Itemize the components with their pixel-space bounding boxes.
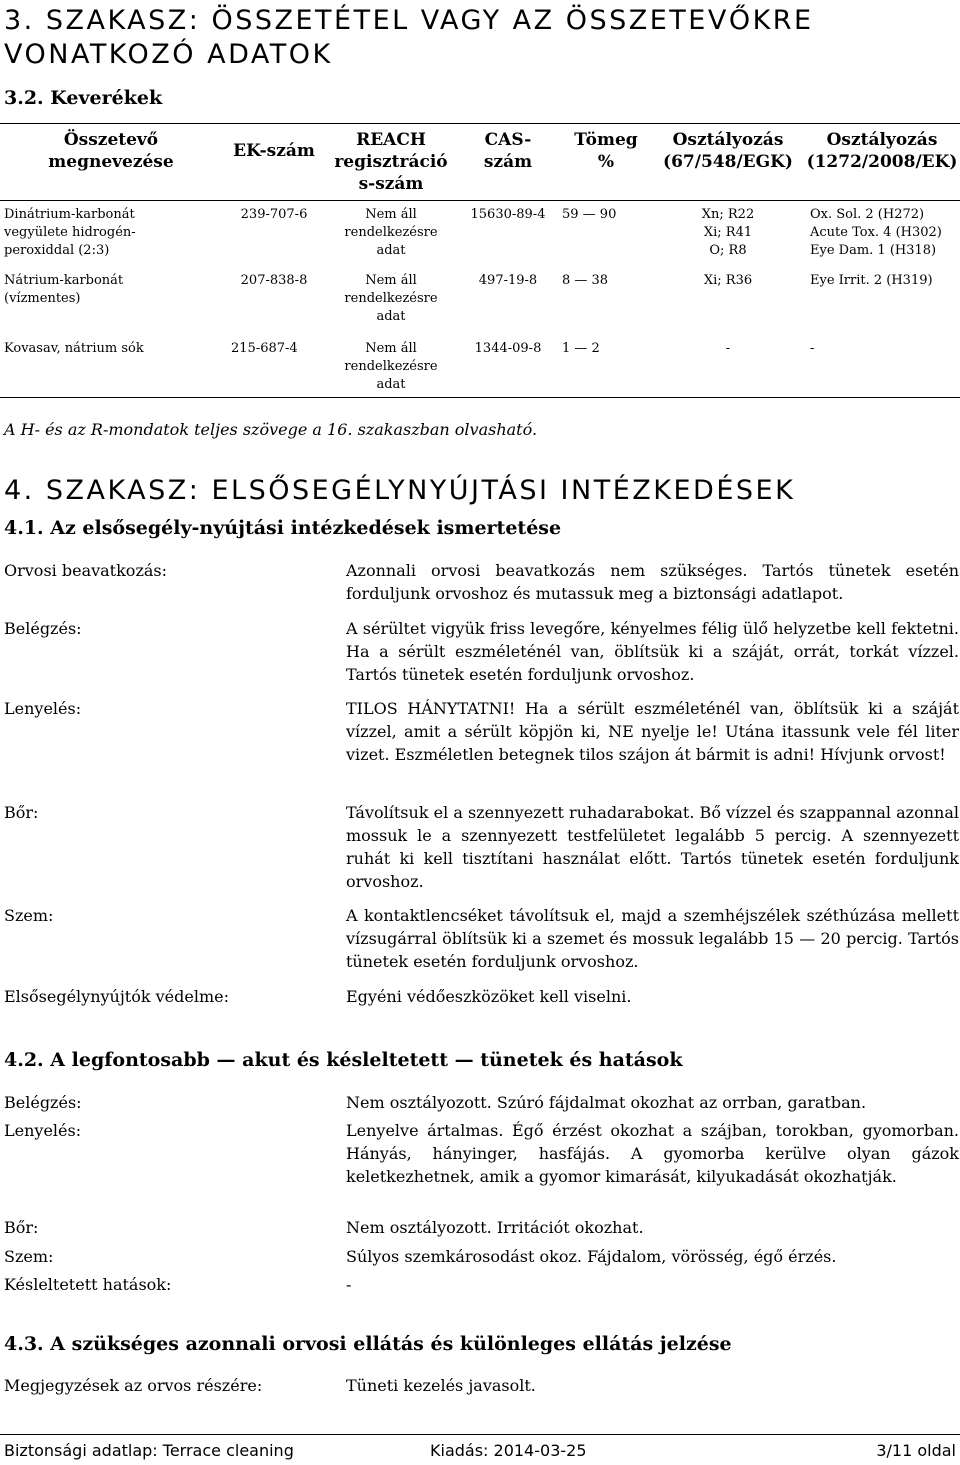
footer-page-number: 3/11 oldal (876, 1441, 956, 1460)
item-label: Lenyelés: (4, 699, 82, 718)
item-label: Bőr: (4, 803, 39, 822)
cell-class-1272-2008: Eye Irrit. 2 (H319) (810, 273, 933, 288)
cell-class-67-548: - (652, 336, 804, 398)
item-text: - (346, 1275, 352, 1294)
cell-name: Kovasav, nátrium sók (4, 341, 144, 356)
table-row (0, 201, 960, 269)
header-ek: EK-szám (222, 124, 326, 201)
section-4-heading: 4. SZAKASZ: ELSŐSEGÉLYNYÚJTÁSI INTÉZKEDÉSEK (4, 475, 796, 506)
section-4-2-heading: 4.2. A legfontosabb — akut és késleltetett — tünetek és hatások (4, 1049, 683, 1071)
header-cas: CAS- szám (456, 124, 560, 201)
item-label: Szem: (4, 906, 54, 925)
cell-mass: 1 — 2 (560, 336, 652, 398)
section-3-heading-line-1: 3. SZAKASZ: ÖSSZETÉTEL VAGY AZ ÖSSZETEVŐKRE (4, 5, 814, 36)
table-row (0, 336, 960, 398)
item-label: Belégzés: (4, 619, 82, 638)
cell-reach: Nem áll rendelkezésre adat (326, 336, 456, 398)
cell-ek: 215-687-4 (231, 341, 298, 356)
page-footer (0, 1434, 960, 1465)
item-text: Súlyos szemkárosodást okoz. Fájdalom, vörösség, égő érzés. (346, 1247, 837, 1266)
item-text: Nem osztályozott. Szúró fájdalmat okozhat az orrban, garatban. (346, 1093, 867, 1112)
item-label: Bőr: (4, 1218, 39, 1237)
item-label: Orvosi beavatkozás: (4, 561, 168, 580)
cell-class-1272-2008: - (804, 336, 960, 398)
item-text: Lenyelve ártalmas. Égő érzést okozhat a szájban, torokban, gyomorban. Hányás, hányinger, hasfájás. A gyomorba kerülve olyan gázok keletkezhetnek, amik a gyomor kimarását, kilyukadását okozhatják. (346, 1121, 959, 1186)
cell-ek: 239-707-6 (240, 207, 308, 222)
cell-name-and-ek (0, 336, 326, 398)
header-mass: Tömeg % (560, 124, 652, 201)
cell-ek: 207-838-8 (240, 273, 308, 288)
cell-name: Dinátrium-karbonát vegyülete hidrogén- peroxiddal (2:3) (4, 207, 136, 258)
item-text: Tüneti kezelés javasolt. (346, 1376, 536, 1395)
item-label: Belégzés: (4, 1093, 82, 1112)
cell-class-67-548: Xn; R22 Xi; R41 O; R8 (701, 207, 755, 258)
item-text: Nem osztályozott. Irritációt okozhat. (346, 1218, 644, 1237)
item-text: TILOS HÁNYTATNI! Ha a sérült eszméleténél van, öblítsük ki a száját vízzel, amit a sérült köpjön ki, NE nyelje le! Utána itassunk vele fél liter vizet. Eszméletlen betegnek tilos szájon át bármit is adni! Hívjunk orvost! (346, 699, 959, 764)
cell-class-1272-2008: Ox. Sol. 2 (H272) Acute Tox. 4 (H302) Eye Dam. 1 (H318) (810, 207, 942, 258)
cell-reach: Nem áll rendelkezésre adat (344, 273, 438, 324)
cell-name: Nátrium-karbonát (vízmentes) (4, 273, 124, 306)
cell-class-67-548: Xi; R36 (703, 273, 753, 288)
item-text: Távolítsuk el a szennyezett ruhadarabokat. Bő vízzel és szappannal azonnal mossuk le a szennyezett testfelületet legalább 5 percig. A szennyezett ruhát ki kell tisztítani használat előtt. Tartós tünetek esetén forduljunk orvoshoz. (346, 803, 959, 891)
item-text: A kontaktlencséket távolítsuk el, majd a szemhéjszélek széthúzása mellett vízsugárral öblítsük ki a szemet és mossuk legalább 15 — 20 percig. Tartós tünetek esetén forduljunk orvoshoz. (346, 906, 959, 971)
footer-issue-date: Kiadás: 2014-03-25 (430, 1441, 587, 1460)
cell-cas: 15630-89-4 (470, 207, 546, 222)
header-class-1272-2008: Osztályozás (1272/2008/EK) (804, 124, 960, 201)
item-label: Elsősegélynyújtók védelme: (4, 987, 230, 1006)
cell-cas: 497-19-8 (478, 273, 538, 288)
section-3-heading-line-2: VONATKOZÓ ADATOK (4, 39, 333, 70)
header-reach: REACH regisztráció s-szám (326, 124, 456, 201)
item-label: Szem: (4, 1247, 54, 1266)
header-class-67-548: Osztályozás (67/548/EGK) (652, 124, 804, 201)
item-text: A sérültet vigyük friss levegőre, kényelmes félig ülő helyzetbe kell fektetni. Ha a sérült eszméleténél van, öblítsük ki a száját, orrát, torkát vízzel. Tartós tünetek esetén forduljunk orvoshoz. (346, 619, 959, 684)
item-label: Lenyelés: (4, 1121, 82, 1140)
composition-table (0, 123, 960, 398)
item-text: Egyéni védőeszközöket kell viselni. (346, 987, 632, 1006)
table-row (0, 268, 960, 336)
cell-reach: Nem áll rendelkezésre adat (344, 207, 438, 258)
item-label: Megjegyzések az orvos részére: (4, 1376, 263, 1395)
table-header-row (0, 124, 960, 201)
cell-cas: 1344-09-8 (456, 336, 560, 398)
section-4-3-heading: 4.3. A szükséges azonnali orvosi ellátás és különleges ellátás jelzése (4, 1333, 732, 1355)
footer-document-title: Biztonsági adatlap: Terrace cleaning (4, 1441, 294, 1460)
header-name: Összetevő megnevezése (0, 124, 222, 201)
section-4-1-heading: 4.1. Az elsősegély-nyújtási intézkedések ismertetése (4, 517, 562, 539)
item-text: Azonnali orvosi beavatkozás nem szükséges. Tartós tünetek esetén forduljunk orvoshoz és mutassuk meg a biztonsági adatlapot. (346, 561, 959, 603)
hr-sentences-note: A H- és az R-mondatok teljes szövege a 16. szakaszban olvasható. (4, 420, 538, 439)
cell-mass: 8 — 38 (562, 273, 609, 288)
cell-mass: 59 — 90 (562, 207, 617, 222)
section-3-2-heading: 3.2. Keverékek (4, 87, 163, 109)
item-label: Késleltetett hatások: (4, 1275, 172, 1294)
